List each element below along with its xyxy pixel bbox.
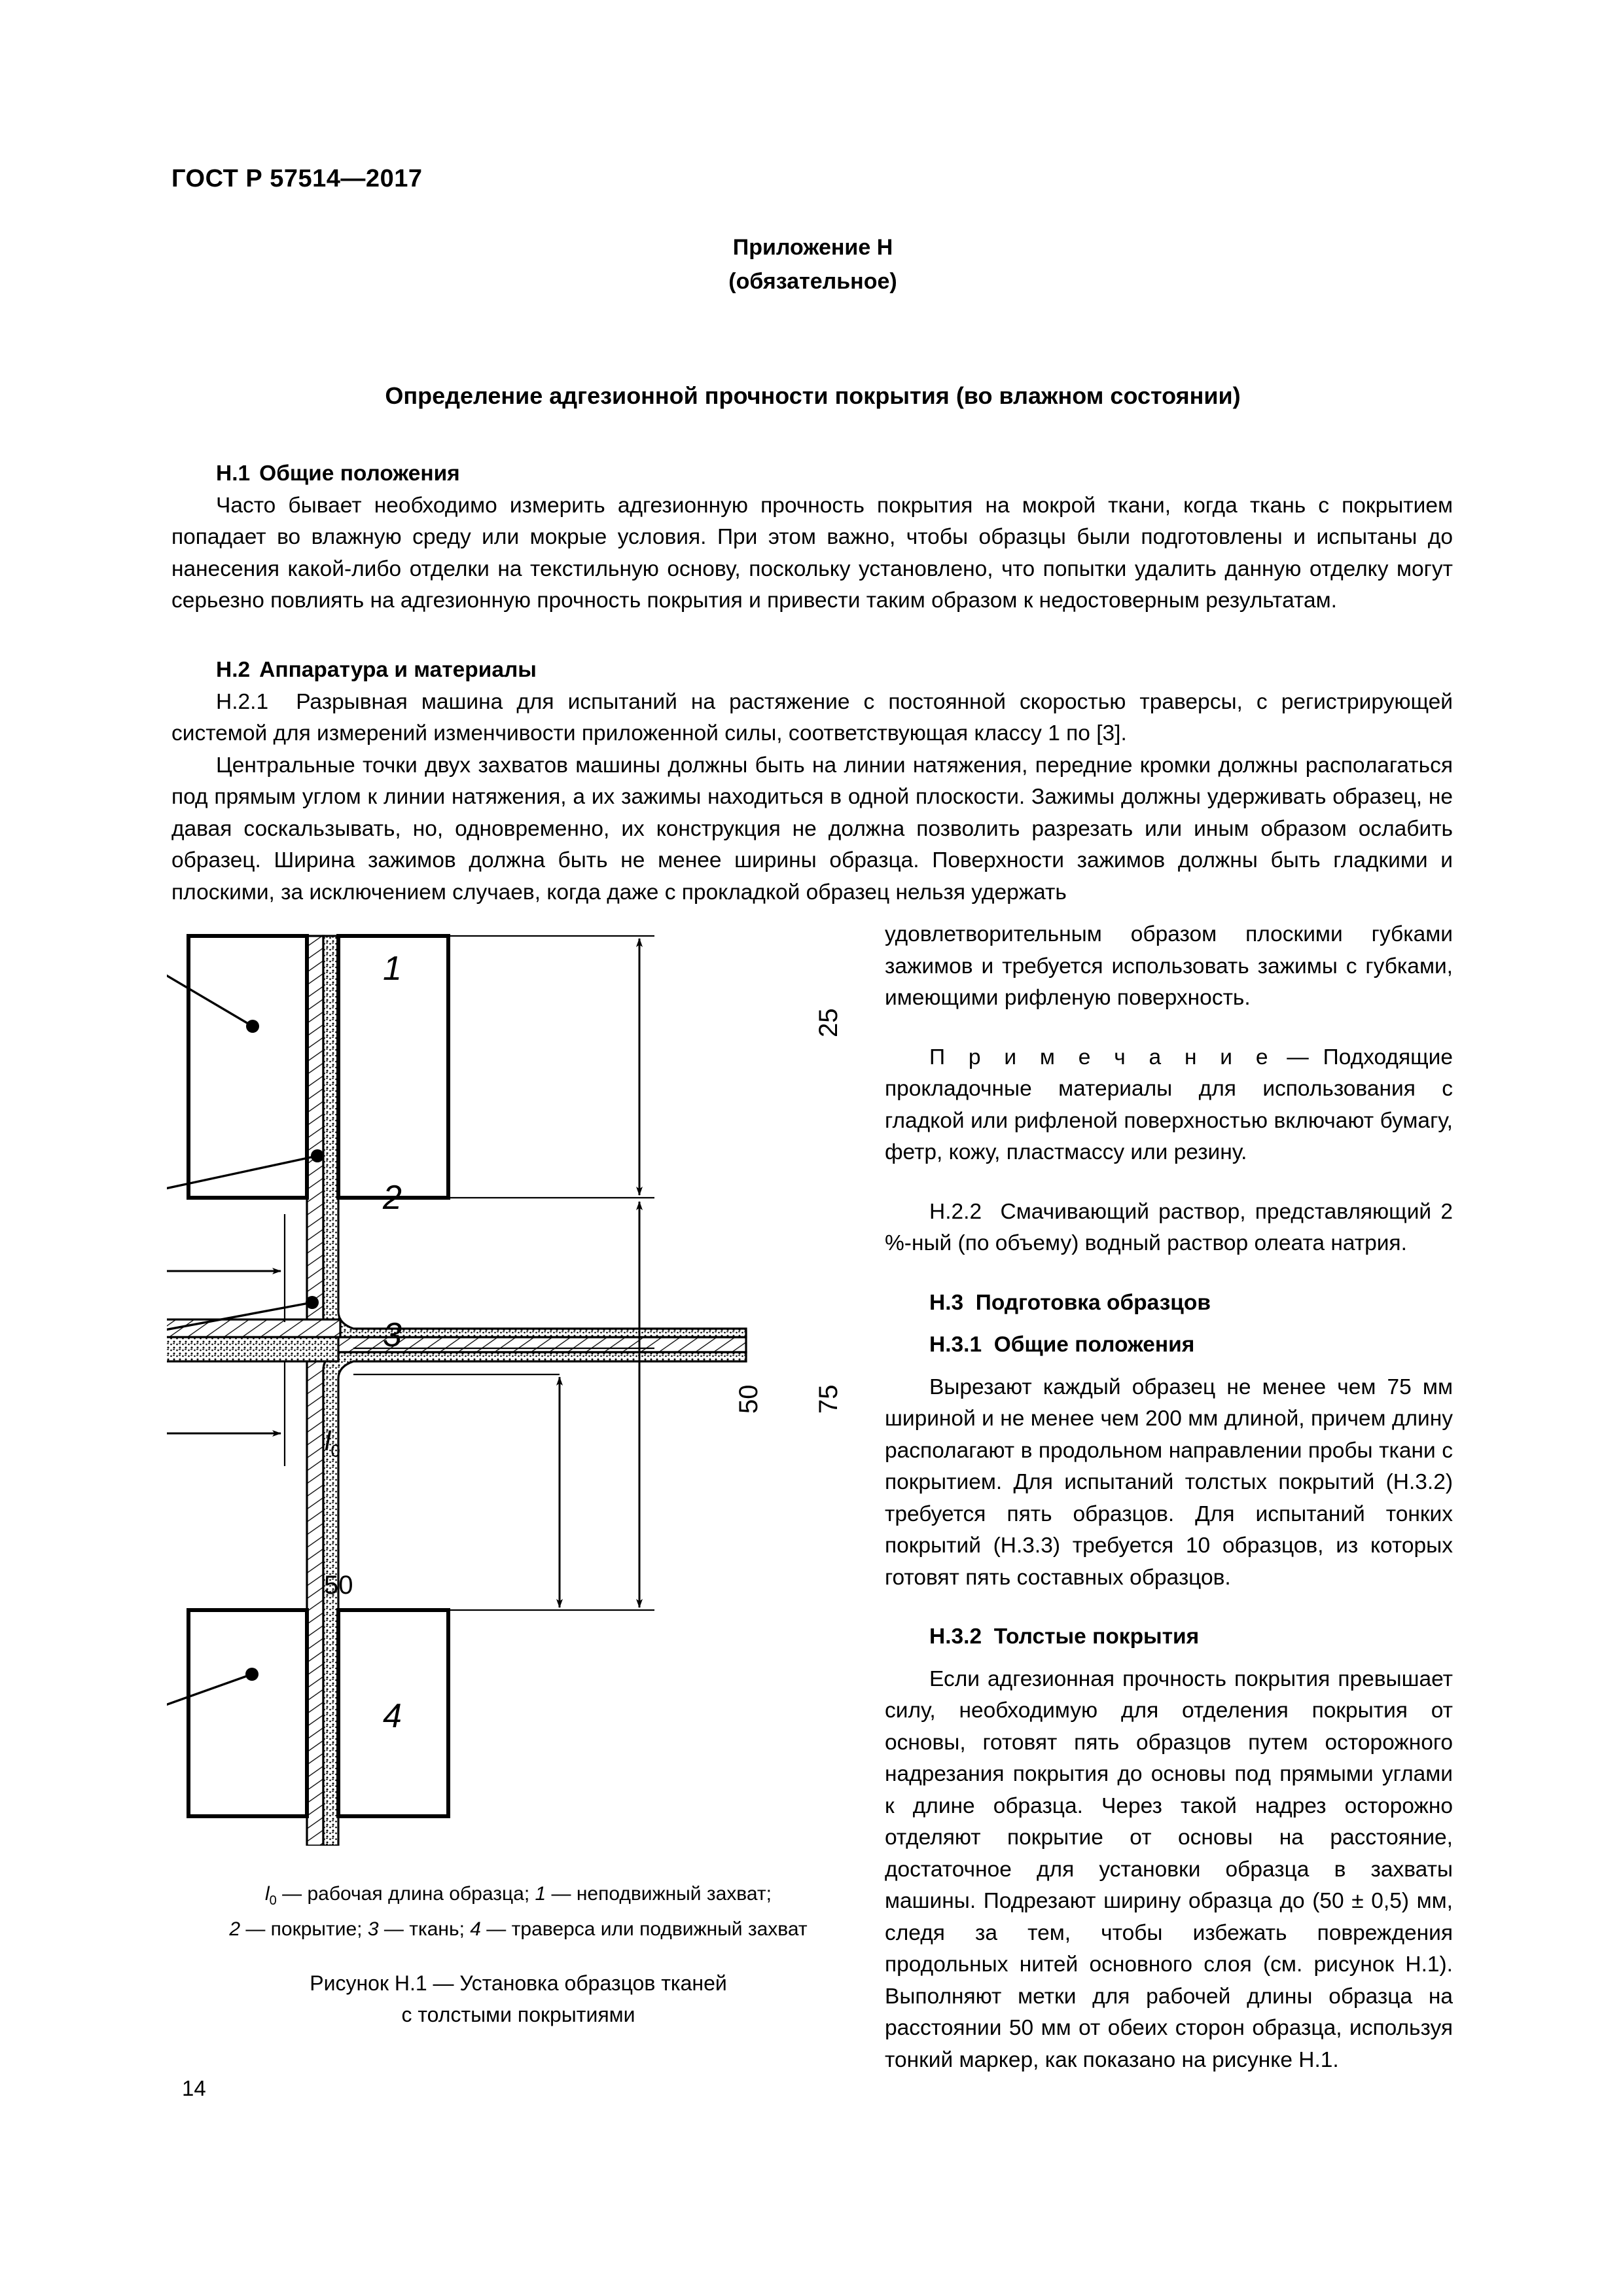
section-h2-note <box>885 1042 1453 1169</box>
extension-lines <box>167 936 654 1610</box>
note-label: П р и м е ч а н и е <box>929 1045 1273 1069</box>
figure-geometry <box>167 936 746 1846</box>
peeled-fabric-arm <box>167 1319 340 1337</box>
figure-legend-line1: $l_0$ — рабочая длина образца; 1 — неподвижный захват; <box>265 1883 772 1908</box>
section-h3-title: Подготовка образцов <box>975 1290 1211 1315</box>
section-h2-para1 <box>171 687 1453 750</box>
figure-dim-25: 25 <box>814 1008 843 1037</box>
section-h2 <box>171 655 1453 908</box>
figure-caption-line2: с толстыми покрытиями <box>401 2003 635 2026</box>
section-h3-heading <box>885 1287 1453 1319</box>
peeled-coating-arm <box>167 1337 338 1361</box>
figure-legend <box>171 1880 865 1944</box>
right-text-column <box>885 919 1453 2076</box>
coating-layer-lower <box>323 1352 746 1846</box>
figure-legend-line2: 2 — покрытие; 3 — ткань; 4 — траверса или подвижный захват <box>229 1918 808 1940</box>
section-h31-body: Вырезают каждый образец не менее чем 75 мм шириной и не менее чем 200 мм длиной, причем длину располагают в продольном направлении пробы ткани с покрытием. Для испытаний толстых покрытий (Н.3.2) требуется пять образцов. Для испытаний тонких покрытий (Н.3.3) требуется 10 образцов, из которых готовят пять составных образцов. <box>885 1374 1453 1590</box>
page-number: 14 <box>182 2076 206 2100</box>
section-h2-para2: Центральные точки двух захватов машины должны быть на линии натяжения, передние кромки должны располагаться под прямым углом к линии натяжения, а их зажимы находиться в одной плоскости. Зажимы должны удерживать образец, не давая соскальзывать, но, одновременно, их конструкция не должна позволить разрезать или иным образом ослабить образец. Ширина зажимов должна быть не менее ширины образца. Поверхности зажимов должны быть гладкими и плоскими, за исключением случаев, когда даже с прокладкой образец нельзя удержать <box>171 753 1453 905</box>
figure-caption-line1: Рисунок Н.1 — Установка образцов тканей <box>310 1971 727 1995</box>
section-h2-para1-text: Разрывная машина для испытаний на растяжение с постоянной скоростью траверсы, с регистрирующей системой для измерений изменчивости приложенной силы, соответствующая классу 1 по [3]. <box>171 689 1453 745</box>
section-h2-para3-number: Н.2.2 <box>929 1199 982 1224</box>
section-h32-number: Н.3.2 <box>929 1624 982 1649</box>
note-dash: — <box>1272 1045 1323 1069</box>
figure-h1-drawing <box>167 916 874 1846</box>
figure-dim-50-horizontal: 50 <box>324 1571 353 1600</box>
figure-dim-75: 75 <box>814 1384 843 1414</box>
figure-callout-4: 4 <box>383 1697 402 1735</box>
annex-title: Определение адгезионной прочности покрытия (во влажном состоянии) <box>385 382 1241 409</box>
annex-heading-block <box>171 230 1454 298</box>
section-h1-heading <box>171 458 1453 490</box>
section-h1-body: Часто бывает необходимо измерить адгезионную прочность покрытия на мокрой ткани, когда ткань с покрытием попадает во влажную среду или мокрые условия. При этом важно, чтобы образцы были подготовлены и испытаны до нанесения какой-либо отделки на текстильную основу, поскольку установлено, что попытки удалить данную отделку могут серьезно повлиять на адгезионную прочность покрытия и привести таким образом к недостоверным результатам. <box>171 493 1453 613</box>
figure-callout-3: 3 <box>383 1316 402 1354</box>
section-h32-body: Если адгезионная прочность покрытия превышает силу, необходимую для отделения покрытия от основы, готовят пять образцов путем осторожного надрезания покрытия до основы под прямыми углами к длине образца. Через такой надрез осторожно отделяют покрытие от основы на расстояние, достаточное для установки образца в захваты машины. Подрезают ширину образца до (50 ± 0,5) мм, следя за тем, чтобы избежать повреждения продольных нитей основного слоя (см. рисунок Н.1). Выполняют метки для рабочей длины образца на расстоянии 50 мм от обеих сторон образца, используя тонкий маркер, как показано на рисунке Н.1. <box>885 1666 1453 2072</box>
section-h3-number: Н.3 <box>929 1290 964 1315</box>
section-h1-title: Общие положения <box>259 461 460 486</box>
figure-callout-2: 2 <box>383 1179 402 1217</box>
section-h2-heading <box>171 655 1453 687</box>
section-h1 <box>171 458 1453 617</box>
fabric-layer <box>307 936 746 1846</box>
annex-label: Приложение Н <box>732 235 893 260</box>
section-h2-para1-number: Н.2.1 <box>216 689 269 714</box>
figure-svg <box>167 916 874 1846</box>
figure-dim-l0: $l_0$ <box>325 1426 340 1461</box>
figure-caption <box>171 1967 865 2030</box>
section-h2-number: Н.2 <box>216 658 251 682</box>
section-h31-heading <box>885 1329 1453 1361</box>
section-h31-number: Н.3.1 <box>929 1333 982 1357</box>
section-h2-para2-continued: удовлетворительным образом плоскими губками зажимов и требуется использовать зажимы с губками, имеющими рифленую поверхность. <box>885 922 1453 1010</box>
annex-obligatory-label: (обязательное) <box>728 269 897 294</box>
section-h32-title: Толстые покрытия <box>993 1624 1200 1649</box>
section-h2-title: Аппаратура и материалы <box>259 658 537 682</box>
section-h32-heading <box>885 1621 1453 1653</box>
vertical-dimension-lines <box>560 939 639 1607</box>
document-header-standard-id: ГОСТ Р 57514—2017 <box>171 165 423 192</box>
specimen-vertical-strip <box>307 936 746 1846</box>
section-h2-para3 <box>885 1196 1453 1260</box>
section-h2-para3-text: Смачивающий раствор, представляющий 2 %-ный (по объему) водный раствор олеата натрия. <box>885 1199 1453 1255</box>
coating-layer-upper <box>323 936 746 1337</box>
figure-dim-50-vertical: 50 <box>734 1384 763 1414</box>
note-text: Подходящие прокладочные материалы для использования с гладкой или рифленой поверхностью включают бумагу, фетр, кожу, пластмассу или резину. <box>885 1045 1453 1164</box>
section-h1-number: Н.1 <box>216 461 251 486</box>
section-h31-title: Общие положения <box>993 1333 1195 1357</box>
figure-callout-1: 1 <box>383 950 402 988</box>
